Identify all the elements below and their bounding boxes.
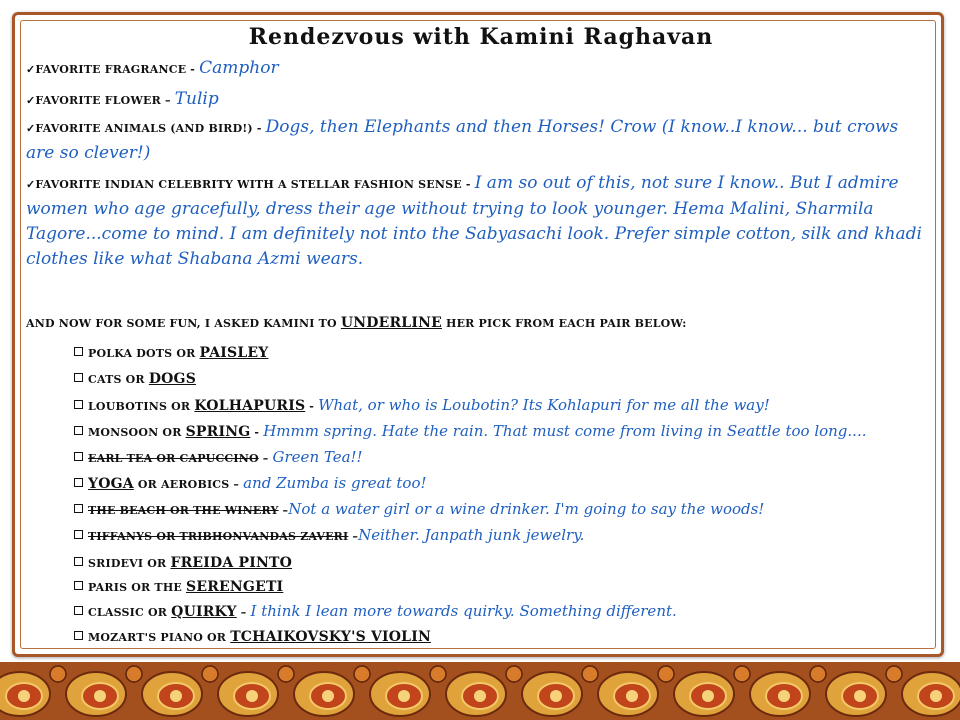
pair-row — [74, 344, 268, 362]
favorite-flower: ✓FAVORITE FLOWER – Tulip — [26, 89, 219, 109]
pair-text: OR — [143, 557, 171, 570]
checkbox-icon — [74, 452, 83, 461]
pair-text: AEROBICS — [161, 478, 230, 491]
pair-text: SPRING — [185, 424, 251, 440]
checkbox-icon — [74, 530, 83, 539]
pair-text: – — [258, 452, 273, 465]
pair-row — [74, 474, 427, 493]
pair-row — [74, 526, 584, 545]
pair-row — [74, 602, 677, 621]
pair-row — [74, 500, 764, 519]
pair-text: – — [236, 606, 251, 619]
favorites-list — [26, 56, 931, 267]
favorite-animals: ✓FAVORITE ANIMALS (AND BIRD!) - Dogs, then Elephants and then Horses! Crow (I know..I know... but crows are so clever!) — [26, 117, 899, 163]
pair-text: Neither. Janpath junk jewelry. — [358, 526, 585, 544]
pair-text: – — [348, 530, 359, 543]
pair-text: KOLHAPURIS — [194, 398, 306, 414]
pair-text: PARIS — [88, 581, 128, 594]
pair-row — [74, 396, 770, 415]
checkbox-icon — [74, 581, 83, 590]
pair-row — [74, 578, 283, 596]
pair-text: YOGA — [88, 476, 134, 492]
checkbox-icon — [74, 373, 83, 382]
pair-text: Green Tea!! — [272, 448, 363, 466]
pair-text: – — [229, 478, 244, 491]
pair-text: - — [250, 426, 264, 439]
pair-text: I think I lean more towards quirky. Something different. — [250, 602, 677, 620]
pair-text: EARL TEA OR CAPUCCINO — [88, 452, 259, 465]
pair-text: OR THE — [127, 581, 187, 594]
pair-text: Not a water girl or a wine drinker. I'm going to say the woods! — [288, 500, 765, 518]
pair-text: CLASSIC — [88, 606, 144, 619]
pair-text: SRIDEVI — [88, 557, 144, 570]
pair-text: OR — [143, 606, 172, 619]
checkbox-icon — [74, 606, 83, 615]
pair-text: - — [305, 400, 319, 413]
page-title: Rendezvous with Kamini Raghavan — [248, 24, 714, 50]
checkbox-icon — [74, 347, 83, 356]
checkbox-icon — [74, 400, 83, 409]
pair-text: OR — [158, 426, 186, 439]
pair-text: MOZART'S PIANO — [88, 631, 203, 644]
pair-text: What, or who is Loubotin? Its Kohlapuri for me all the way! — [318, 396, 770, 414]
pair-text: CATS — [88, 373, 122, 386]
content — [26, 22, 936, 645]
pair-text: TCHAIKOVSKY'S VIOLIN — [230, 629, 431, 645]
checkbox-icon — [74, 504, 83, 513]
pair-text: OR — [167, 400, 195, 413]
pair-row — [74, 422, 866, 441]
pair-text: OR — [121, 373, 149, 386]
pairs-intro: AND NOW FOR SOME FUN, I ASKED KAMINI TO UNDERLINE HER PICK FROM EACH PAIR BELOW: — [26, 315, 687, 331]
pair-row — [74, 448, 363, 467]
pair-text: Hmmm spring. Hate the rain. That must come from living in Seattle too long.... — [263, 422, 867, 440]
checkbox-icon — [74, 478, 83, 487]
pair-text: SERENGETI — [186, 579, 284, 595]
checkbox-icon — [74, 557, 83, 566]
pair-text: MONSOON — [88, 426, 159, 439]
pair-row — [74, 370, 196, 388]
pair-text: TIFFANYS OR TRIBHONVANDAS ZAVERI — [88, 530, 349, 543]
pair-text: – — [278, 504, 289, 517]
pair-text: OR — [203, 631, 231, 644]
pair-row — [74, 628, 431, 646]
favorite-celebrity: ✓FAVORITE INDIAN CELEBRITY WITH A STELLAR FASHION SENSE - I am so out of this, not sure I know.. But I admire women who age gracefully, dress their age without trying to look younger. Hema Malini, Sharmila Tagore...come to mind. I am definitely not into the Sabyasachi look. Prefer simple cotton, silk and khadi clothes like what Shabana Azmi wears. — [26, 173, 922, 269]
pair-text: POLKA DOTS — [88, 347, 173, 360]
pair-text: PAISLEY — [199, 345, 269, 361]
pair-text: and Zumba is great too! — [243, 474, 427, 492]
pair-row — [74, 554, 292, 572]
pair-text: OR — [172, 347, 200, 360]
pair-text: THE BEACH OR THE WINERY — [88, 504, 279, 517]
checkbox-icon — [74, 631, 83, 640]
pair-text: DOGS — [148, 371, 197, 387]
favorite-fragrance: ✓FAVORITE FRAGRANCE - Camphor — [26, 58, 279, 78]
pair-text: OR — [133, 478, 161, 491]
pair-text: LOUBOTINS — [88, 400, 168, 413]
paisley-footer — [0, 662, 960, 720]
pair-text: QUIRKY — [171, 604, 237, 620]
pair-text: FREIDA PINTO — [170, 555, 292, 571]
checkbox-icon — [74, 426, 83, 435]
